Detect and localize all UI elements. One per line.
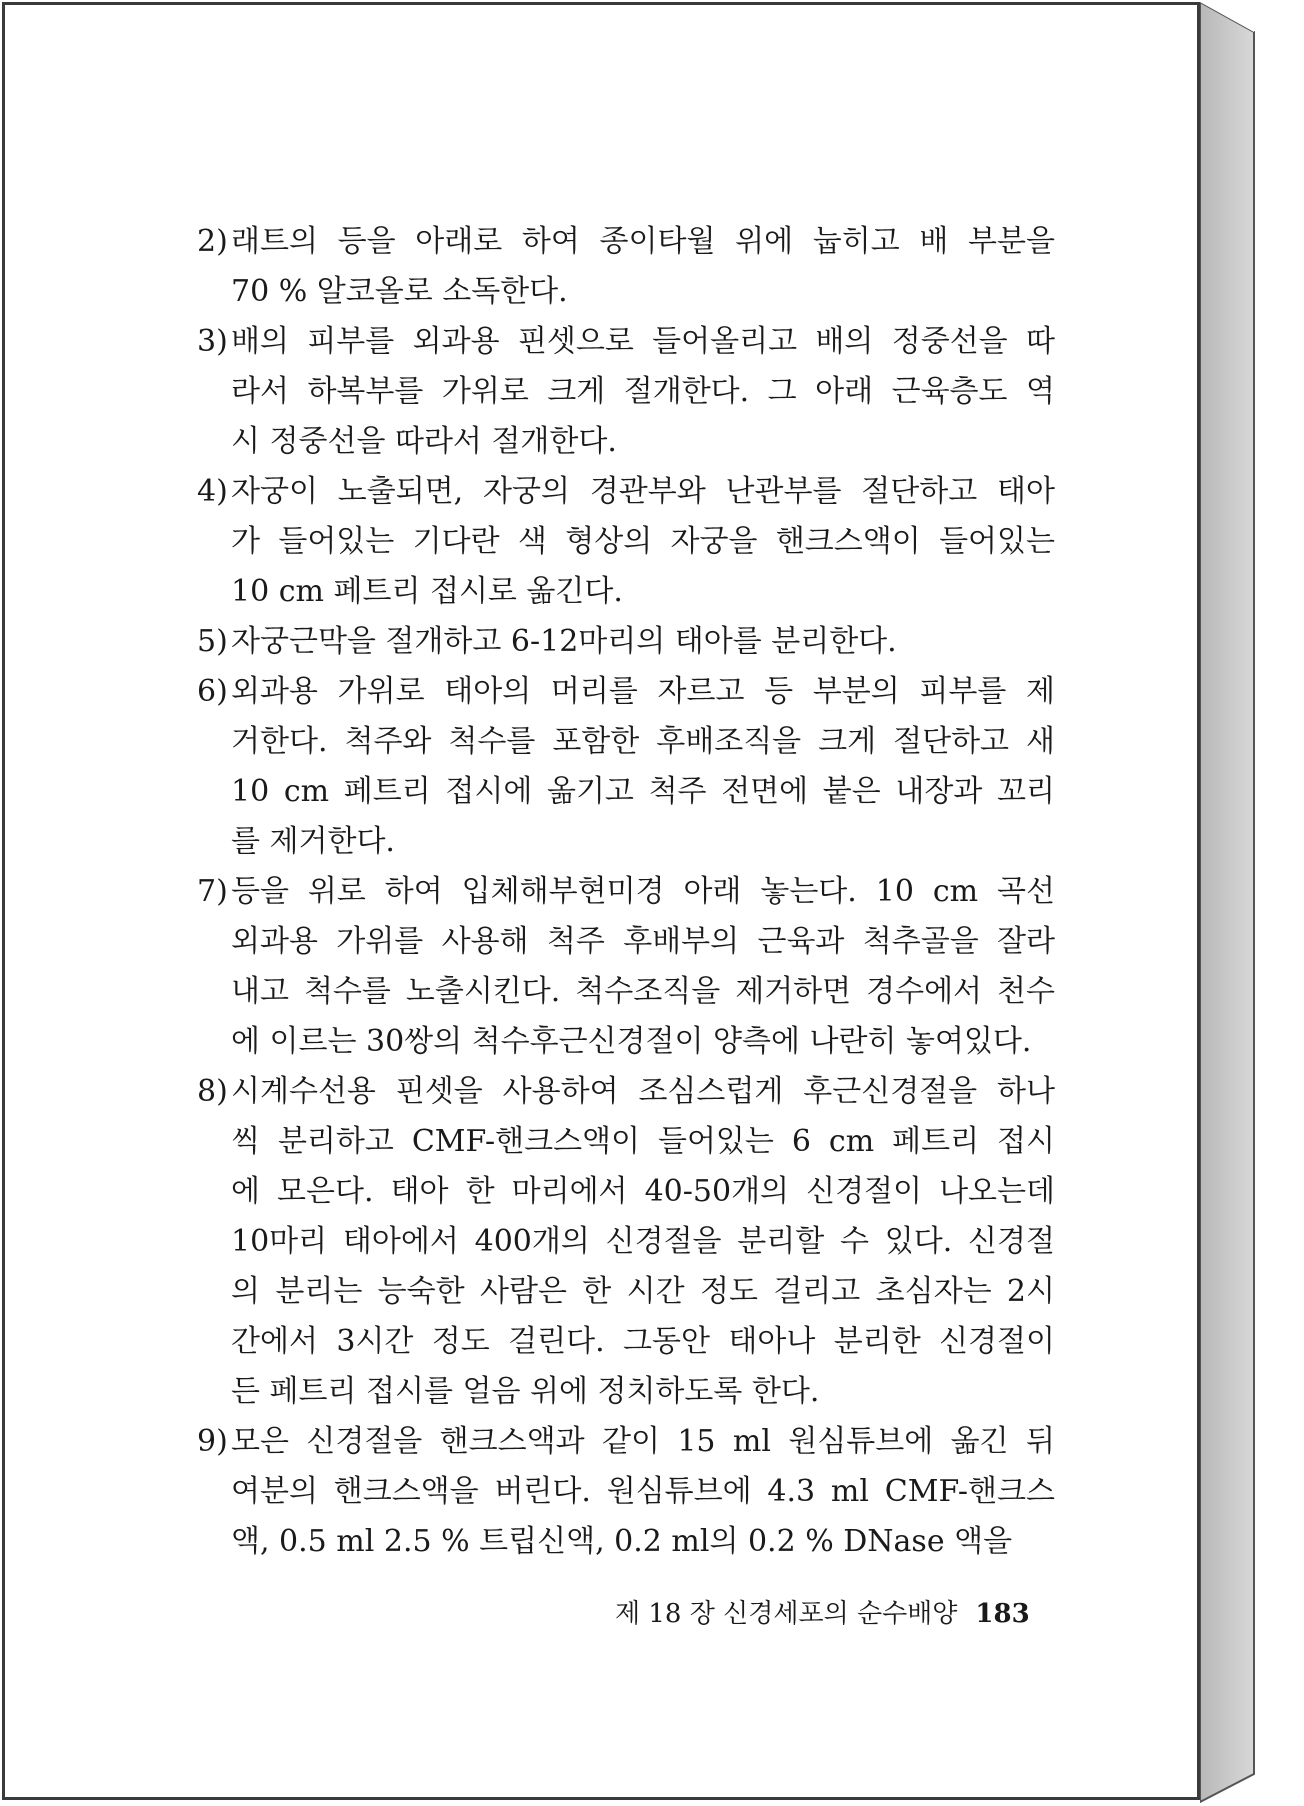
step-text-line: 시 정중선을 따라서 절개한다. <box>231 424 617 459</box>
step-text-line: 10 cm 페트리 접시에 옮기고 척주 전면에 붙은 내장과 꼬리 <box>231 774 1055 809</box>
procedure-step <box>197 467 1055 617</box>
procedure-step <box>197 217 1055 317</box>
step-text-line: 10 cm 페트리 접시로 옮긴다. <box>231 574 623 609</box>
step-number: 9) <box>197 1424 228 1459</box>
step-text-line: 70 % 알코올로 소독한다. <box>231 274 568 309</box>
procedure-step <box>197 1417 1055 1567</box>
step-text-line: 10마리 태아에서 400개의 신경절을 분리할 수 있다. 신경절 <box>231 1224 1055 1259</box>
procedure-step <box>197 317 1055 467</box>
step-number: 2) <box>197 224 228 259</box>
step-text-line: 모은 신경절을 핸크스액과 같이 15 ml 원심튜브에 옮긴 뒤 <box>231 1424 1055 1459</box>
procedure-step <box>197 1067 1055 1417</box>
book-edge-shading <box>1200 2 1304 1804</box>
step-text-line: 든 페트리 접시를 얼음 위에 정치하도록 한다. <box>231 1374 820 1409</box>
step-number: 3) <box>197 324 228 359</box>
step-number: 7) <box>197 874 228 909</box>
page-number: 183 <box>975 1599 1030 1629</box>
step-text-line: 거한다. 척주와 척수를 포함한 후배조직을 크게 절단하고 새 <box>231 724 1055 759</box>
step-number: 4) <box>197 474 228 509</box>
step-text-line: 에 이르는 30쌍의 척수후근신경절이 양측에 나란히 놓여있다. <box>231 1024 1032 1059</box>
step-text-line: 래트의 등을 아래로 하여 종이타월 위에 눕히고 배 부분을 <box>231 224 1055 259</box>
step-text-line: 외과용 가위로 태아의 머리를 자르고 등 부분의 피부를 제 <box>231 674 1055 709</box>
step-text-line: 의 분리는 능숙한 사람은 한 시간 정도 걸리고 초심자는 2시 <box>231 1274 1055 1309</box>
step-text-line: 등을 위로 하여 입체해부현미경 아래 놓는다. 10 cm 곡선 <box>231 874 1055 909</box>
step-text-line: 자궁근막을 절개하고 6-12마리의 태아를 분리한다. <box>231 624 897 659</box>
step-text-line: 자궁이 노출되면, 자궁의 경관부와 난관부를 절단하고 태아 <box>231 474 1055 509</box>
step-text-line: 간에서 3시간 정도 걸린다. 그동안 태아나 분리한 신경절이 <box>231 1324 1055 1359</box>
step-text-line: 라서 하복부를 가위로 크게 절개한다. 그 아래 근육층도 역 <box>231 374 1055 409</box>
step-number: 6) <box>197 674 228 709</box>
step-text-line: 가 들어있는 기다란 색 형상의 자궁을 핸크스액이 들어있는 <box>231 524 1055 559</box>
procedure-step <box>197 867 1055 1067</box>
step-number: 5) <box>197 624 228 659</box>
step-text-line: 시계수선용 핀셋을 사용하여 조심스럽게 후근신경절을 하나 <box>231 1074 1055 1109</box>
step-text-line: 여분의 핸크스액을 버린다. 원심튜브에 4.3 ml CMF-핸크스 <box>231 1474 1055 1509</box>
step-text-line: 배의 피부를 외과용 핀셋으로 들어올리고 배의 정중선을 따 <box>231 324 1055 359</box>
step-text-line: 외과용 가위를 사용해 척주 후배부의 근육과 척추골을 잘라 <box>231 924 1055 959</box>
procedure-step <box>197 617 1055 667</box>
step-number: 8) <box>197 1074 228 1109</box>
chapter-title: 제 18 장 신경세포의 순수배양 <box>615 1599 958 1629</box>
step-text-line: 를 제거한다. <box>231 824 395 859</box>
step-text-line: 내고 척수를 노출시킨다. 척수조직을 제거하면 경수에서 천수 <box>231 974 1055 1009</box>
step-text-line: 씩 분리하고 CMF-핸크스액이 들어있는 6 cm 페트리 접시 <box>231 1124 1055 1159</box>
step-text-line: 액, 0.5 ml 2.5 % 트립신액, 0.2 ml의 0.2 % DNase 액을 <box>231 1524 1013 1559</box>
book-page <box>2 2 1200 1800</box>
procedure-list <box>197 217 1055 1567</box>
page-footer <box>615 1593 1030 1630</box>
step-text-line: 에 모은다. 태아 한 마리에서 40-50개의 신경절이 나오는데 <box>231 1174 1055 1209</box>
procedure-step <box>197 667 1055 867</box>
